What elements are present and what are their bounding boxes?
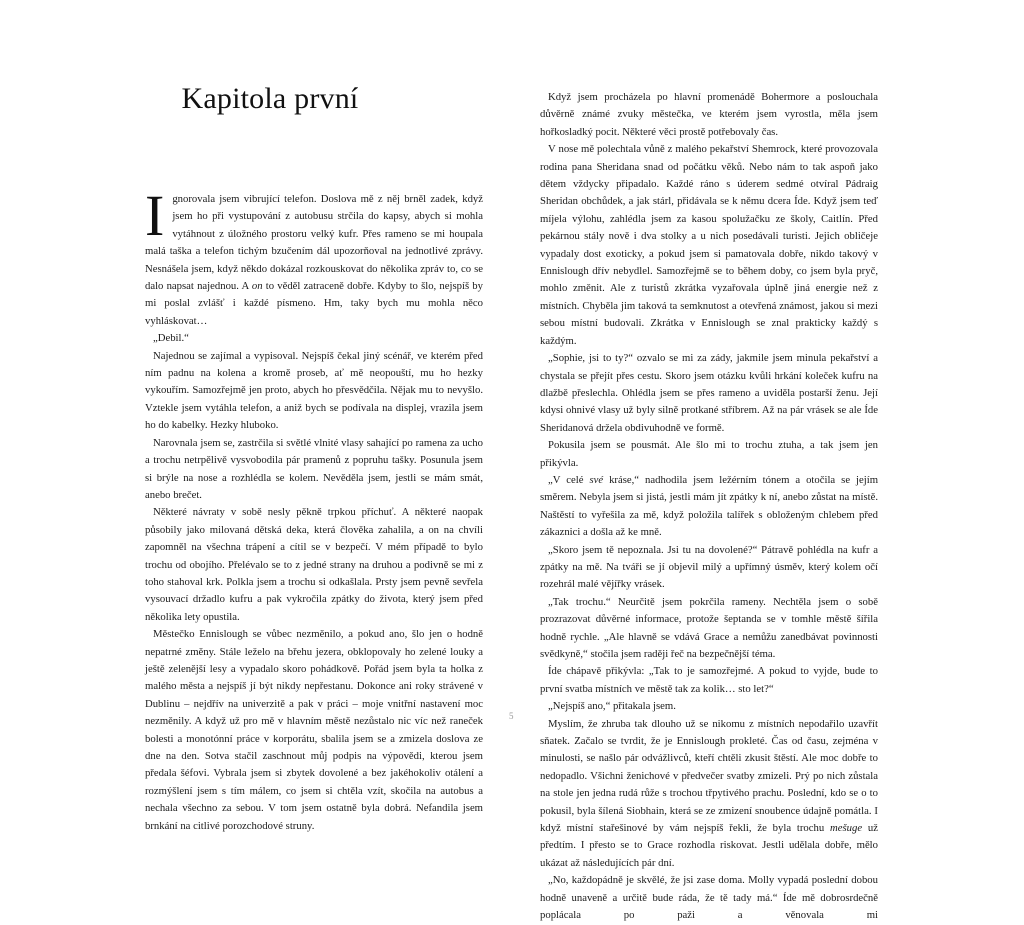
- paragraph: „Tak trochu.“ Neurčitě jsem pokrčila rameny. Nechtěla jsem o sobě prozrazovat důvěrné informace, protože šeptanda se v tomhle městě šířila hodně rychle. „Ale hlavně se vdává Grace a nemůžu zanedbávat povinnosti svědkyně,“ stočila jsem raději řeč na bezpečnější téma.: [540, 595, 878, 660]
- page-number: 5: [509, 711, 514, 721]
- paragraph: „Sophie, jsi to ty?“ ozvalo se mi za zády, jakmile jsem minula pekařství a chystala se přejít přes cestu. Skoro jsem otázku kvůli hrkání koleček kufru na dlažbě přeslechla. Ohlédla jsem se přes rameno a uviděla postarší ženu. Její kdysi ohnivé vlasy už byly silně protkané stříbrem. Až na pár vrásek se ale Íde Sheridanová držela obdivuhodně ve formě.: [540, 352, 878, 434]
- left-page-body: [145, 183, 483, 835]
- paragraph: Íde chápavě přikývla: „Tak to je samozřejmé. A pokud to vyjde, bude to první svatba místních ve městě tak za kolik… sto let?“: [540, 665, 878, 695]
- chapter-title: Kapitola první: [181, 82, 359, 115]
- paragraph: Najednou se zajímal a vypisoval. Nejspíš čekal jiný scénář, ve kterém před ním padnu na kolena a kromě proseb, ať mě neopouští, mu ho hezky vykouřím. Samozřejmě jen proto, abych ho přesvědčila. Nějak mu to nevyšlo. Vztekle jsem vytáhla telefon, a aniž bych se podívala na displej, vrazila jsem ho do kabelky. Hezky hluboko.: [145, 349, 483, 432]
- paragraph: [540, 472, 878, 542]
- emphasis: své: [589, 473, 604, 486]
- right-page: [540, 89, 878, 925]
- emphasis: mešuge: [830, 822, 863, 835]
- paragraph: [540, 716, 878, 873]
- paragraph: „Skoro jsem tě nepoznala. Jsi tu na dovolené?“ Pátravě pohlédla na kufr a zpátky na mě. Na tváři se jí objevil milý a upřímný úsměv, který kolem očí rozehrál malé vějířky vrásek.: [540, 543, 878, 591]
- paragraph: „Debil.“: [153, 332, 189, 345]
- text-span: kráse,“ nadhodila jsem ležérním tónem a otočila se jejím směrem. Nebyla jsem si jistá, jestli mám jít zpátky k ní, anebo zůstat na místě. Naštěstí to vyřešila za mě, když položila talířek s obloženým chlebem před zákaznici a došla až ke mně.: [540, 473, 879, 539]
- text-span: to věděl zatraceně dobře. Kdyby to šlo, nejspíš by mi poslal zvlášť i každé písmeno. Hm, taky bych mu mohla něco vyhláskovat…: [145, 280, 483, 327]
- emphasis: on: [251, 280, 263, 293]
- paragraph: Pokusila jsem se pousmát. Ale šlo mi to trochu ztuha, a tak jsem jen přikývla.: [540, 439, 878, 469]
- paragraph: Městečko Ennislough se vůbec nezměnilo, a pokud ano, šlo jen o hodně nepatrné změny. Stále leželo na břehu jezera, obklopovaly ho zelené louky a ještě zelenější lesy a vypadalo skoro pohádkově. Pořád jsem byla ta holka z malého města a nejspíš jí být nikdy nepřestanu. Dokonce ani roky strávené v Dublinu – nejdřív na univerzitě a pak v práci – moje vnitřní nastavení moc nezměnily. A když už pro mě v hlavním městě nezůstalo nic víc než raneček bolesti a monotónní práce v korporátu, sbalila jsem se a zmizela doslova ze dne na den. Sotva stačil zaschnout můj podpis na výpovědi, kterou jsem předala šéfovi. Vybrala jsem si zbytek dovolené a bez jakéhokoliv otálení a rozmýšlení jsem s tím málem, co jsem si chtěla vzít, skočila na autobus a nechala všechno za sebou. V tom jsem ostatně byla dobrá. Nefandila jsem brnkání na citlivé porozchodové struny.: [145, 628, 483, 832]
- drop-cap: I: [145, 183, 165, 248]
- paragraph: Když jsem procházela po hlavní promenádě Bohermore a poslouchala důvěrně známé zvuky městečka, ve kterém jsem vyrostla, měla jsem hořkosladký pocit. Některé věci prostě potřebovaly čas.: [540, 91, 878, 138]
- paragraph: „No, každopádně je skvělé, že jsi zase doma. Molly vypadá poslední dobou hodně unaveně a určitě bude ráda, že tě tady má.“ Íde mě dobrosrdečně poplácala po paži a věnovala mi: [540, 874, 878, 922]
- left-page: [145, 0, 483, 832]
- text-span: „V celé: [548, 473, 590, 486]
- text-span: už předtím. I přesto se to Grace rozhodla riskovat. Jestli udělala dobře, mělo ukázat až následujících pár dní.: [540, 822, 878, 869]
- text-span: Myslím, že zhruba tak dlouho už se nikomu z místních nepodařilo uzavřít sňatek. Začalo se tvrdit, že je Ennislough prokleté. Čas od času, zejména v minulosti, se našlo pár odvážlivců, kteří chtěli zkusit štěstí. Ale moc dobře to nedopadlo. Všichni ženichové v předvečer svatby zmizeli. Prý po nich zůstala na stole jen jedna rudá růže s trochou třpytivého prachu. Poslední, kdo se o to pokusil, byla šílená Siobhain, která se ze zmizení snoubence údajně pomátla. I když místní stařešinové by vám nejspíš řekli, že byla trochu: [540, 717, 878, 835]
- paragraph: „Nejspíš ano,“ přitakala jsem.: [548, 700, 676, 713]
- paragraph: V nose mě polechtala vůně z malého pekařství Shemrock, které provozovala rodina pana Sheridana snad od počátku věků. Nebo nám to tak aspoň jako dětem vždycky připadalo. Každé ráno s úderem sedmé otvíral Pádraig Sheridan obchůdek, a jak stárl, přidávala se k němu dcera Íde. Když jsem teď míjela výlohu, zahlédla jsem za kasou spolužačku ze školy, Caitlín. Před pekárnou stály nově i dva stolky a u nich posedávali turisti. Jejich obličeje vypadaly dost exoticky, a pokud jsem si pamatovala dobře, nikdo takový v Ennislough dřív nebydlel. Samozřejmě se to během doby, co jsem byla pryč, mohlo změnit. Ale z turistů zkrátka vyzařovala úplně jiná energie než z místních. Chyběla jim taková ta semknutost a otevřená známost, jakou si mezi sebou místní budovali. Zkrátka v Ennislough se znal prakticky každý s každým.: [540, 143, 878, 347]
- paragraph: [145, 183, 483, 330]
- paragraph: Některé návraty v sobě nesly pěkně trpkou příchuť. A některé naopak působily jako milovaná dětská deka, která člověka zahalila, a on na chvíli zapomněl na všechna trápení a cítil se v bezpečí. V mém případě to bylo trochu od obojího. Přelévalo se to z jedné strany na druhou a podivně se mi z toho stahoval krk. Polkla jsem a trochu si odkašlala. Prsty jsem pevně sevřela vysouvací držadlo kufru a pak vykročila zpátky do života, který jsem před několika lety opustila.: [145, 506, 483, 623]
- paragraph: Narovnala jsem se, zastrčila si světlé vlnité vlasy sahající po ramena za ucho a trochu netrpělivě vysvobodila pár pramenů z popruhu tašky. Posunula jsem si brýle na nose a rozhlédla se kolem. Nevěděla jsem, jestli se mám smát, anebo brečet.: [145, 436, 483, 501]
- text-span: gnorovala jsem vibrující telefon. Doslova mě z něj brněl zadek, když jsem ho při vystupování z autobusu strčila do kapsy, abych si mohla vytáhnout z úložného prostoru velký kufr. Přes rameno se mi houpala malá taška a telefon tichým bzučením dál upozorňoval na jednotlivé zprávy. Nesnášela jsem, když někdo dokázal rozkouskovat do několika zpráv to, co se dalo napsat najednou. A: [145, 193, 483, 293]
